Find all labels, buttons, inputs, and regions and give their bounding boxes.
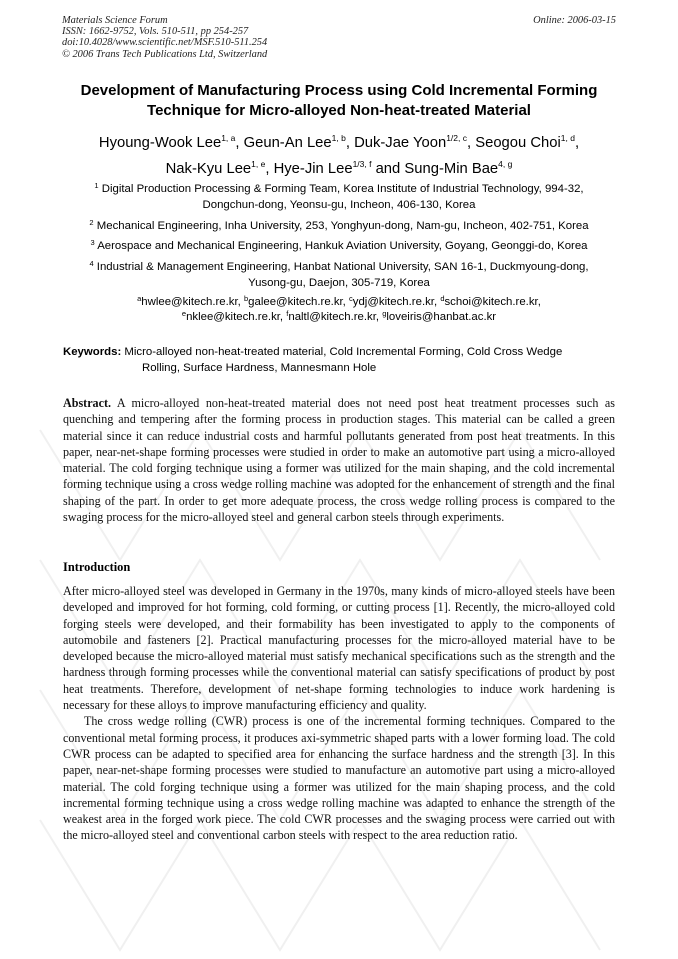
author-sup: 1, d <box>560 133 575 143</box>
abstract <box>63 395 615 525</box>
email-link[interactable]: schoi@kitech.re.kr, <box>444 296 541 308</box>
intro-paragraph-1: After micro-alloyed steel was developed in Germany in the 1970s, many kinds of micro-alloyed steels have been developed and improved for hot forming, cold forming, or cutting process [1]. Recently, the micro-alloyed cold forging steels were developed, and their formability has been investigated to apply to the components of automobile and fasteners [2]. Practical manufacturing processes for the micro-alloyed material have to be developed because the micro-alloyed material must satisfy mechanical specifications such as the strength and the hardness through forming processes while the conventional material can satisfy specifications of product by post heat treatments. Therefore, development of net-shape forming technologies to induce work hardening is necessary for these alloys to improve manufacturing efficiency and quality. <box>63 584 615 713</box>
journal-name: Materials Science Forum <box>62 15 168 26</box>
affiliation-number: 3 <box>90 238 95 247</box>
author-list <box>40 130 638 182</box>
email-sup: e <box>181 309 187 318</box>
issn: ISSN: 1662-9752, Vols. 510-511, pp 254-257 <box>62 26 249 38</box>
affiliation-3 <box>62 238 616 254</box>
affiliation-1 <box>62 181 616 213</box>
email-link[interactable]: galee@kitech.re.kr, <box>248 296 346 308</box>
affiliation-line: Digital Production Processing & Forming Team, Korea Institute of Industrial Technology, 994-32, <box>101 183 584 195</box>
email-sup: c <box>349 294 353 303</box>
email-link[interactable]: hwlee@kitech.re.kr, <box>141 296 241 308</box>
email-link[interactable]: nklee@kitech.re.kr, <box>186 311 284 323</box>
author-name: Seogou Choi <box>475 135 561 151</box>
author-sup: 4, g <box>498 159 513 169</box>
email-link[interactable]: loveiris@hanbat.ac.kr <box>386 311 497 323</box>
copyright: © 2006 Trans Tech Publications Ltd, Switzerland <box>62 48 268 60</box>
author-name: Geun-An Lee <box>243 135 332 151</box>
keywords-block <box>63 344 615 376</box>
affiliation-number: 4 <box>89 259 94 268</box>
abstract-label: Abstract. <box>63 396 112 410</box>
author-line-2: Nak-Kyu Lee$^{1, e}$, Hye-Jin Lee$^{1/3, f}$ and Sung-Min Bae$^{4, g}$ <box>165 159 513 177</box>
affiliation-line: Industrial & Management Engineering, Hanbat National University, SAN 16-1, Duckmyoung-dong, <box>96 261 589 273</box>
author-sup: 1, a <box>221 133 236 143</box>
title-line-1: Development of Manufacturing Process using Cold Incremental Forming <box>80 82 598 99</box>
keywords-line-1: Micro-alloyed non-heat-treated material, Cold Incremental Forming, Cold Cross Wedge <box>124 346 563 358</box>
doi: doi:10.4028/www.scientific.net/MSF.510-511.254 <box>62 37 268 49</box>
affiliation-number: 2 <box>89 218 94 227</box>
author-name: Nak-Kyu Lee <box>165 161 252 177</box>
author-name: Hyoung-Wook Lee <box>98 135 222 151</box>
author-sup: 1/3, f <box>352 159 372 169</box>
email-sup: f <box>286 309 289 318</box>
title-line-2: Technique for Micro-alloyed Non-heat-treated Material <box>147 102 531 119</box>
affiliation-line: Aerospace and Mechanical Engineering, Hankuk Aviation University, Goyang, Geonggi-do, Korea <box>97 240 588 252</box>
paper-title <box>40 81 638 121</box>
email-sup: b <box>244 294 249 303</box>
author-sup: 1, b <box>331 133 346 143</box>
author-sup: 1, e <box>251 159 266 169</box>
journal-header <box>62 15 616 60</box>
email-sup: g <box>382 309 387 318</box>
affiliation-line: Mechanical Engineering, Inha University, 253, Yonghyun-dong, Nam-gu, Incheon, 402-751, Korea <box>96 220 589 232</box>
keywords-line-2: Rolling, Surface Hardness, Mannesmann Hole <box>142 362 377 374</box>
author-name: Sung-Min Bae <box>404 161 499 177</box>
affiliation-line: Yusong-gu, Daejon, 305-719, Korea <box>248 277 430 289</box>
author-name: Duk-Jae Yoon <box>354 135 447 151</box>
affiliation-2 <box>62 218 616 234</box>
intro-paragraph-2: The cross wedge rolling (CWR) process is one of the incremental forming techniques. Compared to the conventional metal forming process, it produces axi-symmetric shaped parts with a lower forming load. The cold CWR process can be adapted to specified area for enhancing the surface hardness and the strength [3]. In this paper, near-net-shape forming processes were studied to manufacture an automotive part using a micro-alloyed material. The cold forging technique using a former was utilized for the main shaping process, and the cold incremental forming technique using a cross wedge rolling machine was adapted to enhance the strength of the weakest area in the forged work piece. The cold CWR processes and the swaging process were carried out with the micro-alloyed steel and conventional carbon steels with respect to the area reduction ratio. <box>63 714 615 843</box>
affiliation-line: Dongchun-dong, Yeonsu-gu, Incheon, 406-130, Korea <box>202 199 476 211</box>
affiliation-number: 1 <box>94 181 99 190</box>
email-sup: a <box>137 294 142 303</box>
introduction-body <box>63 583 615 844</box>
keywords-label: Keywords: <box>63 346 122 358</box>
email-sup: d <box>440 294 445 303</box>
email-link[interactable]: ydj@kitech.re.kr, <box>352 296 438 308</box>
author-line-1: Hyoung-Wook Lee$^{1, a}$, Geun-An Lee$^{1, b}$, Duk-Jae Yoon$^{1/2, c}$, Seogou Choi$^{1, d}$, <box>98 133 580 151</box>
email-link[interactable]: naltl@kitech.re.kr, <box>288 311 380 323</box>
abstract-text: A micro-alloyed non-heat-treated material does not need post heat treatment processes such as quenching and tempering after the forming process in production stages. This material can be called a green material since it can reduce industrial costs and harmful pollutants generated from post heat treatments. In this paper, near-net-shape forming processes were studied in order to make an automotive part using a micro-alloyed material. The cold forging technique using a former was utilized for the main shaping, and the cold incremental forming technique using a cross wedge rolling machine was adopted for the enhancement of strength and the final shaping of the part. In order to get more adequate process, the cross wedge rolling process is compared to the swaging process for the micro-alloyed steel and general carbon steels through experiments. <box>63 396 616 525</box>
online-date: Online: 2006-03-15 <box>533 15 616 26</box>
affiliation-4 <box>62 259 616 291</box>
author-sup: 1/2, c <box>446 133 467 143</box>
email-list <box>62 295 616 325</box>
author-name: Hye-Jin Lee <box>273 161 353 177</box>
section-heading-introduction: Introduction <box>63 560 131 574</box>
